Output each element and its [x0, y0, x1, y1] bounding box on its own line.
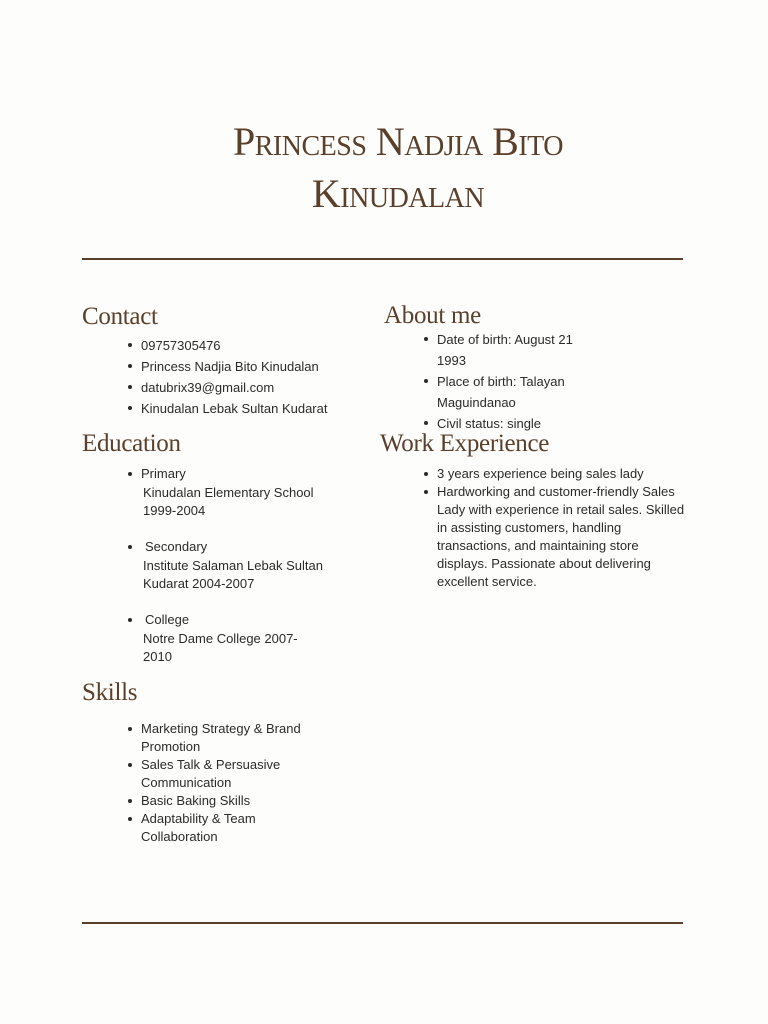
contact-phone: 09757305476 [141, 335, 351, 356]
skill-sales-talk: Sales Talk & Persuasive Communication [141, 756, 326, 792]
contact-address: Kinudalan Lebak Sultan Kudarat [141, 398, 351, 419]
education-heading: Education [82, 430, 181, 457]
top-divider [82, 258, 683, 260]
skills-list [141, 720, 326, 846]
skill-adaptability: Adaptability & Team Collaboration [141, 810, 326, 846]
education-item-college [143, 611, 343, 667]
contact-heading: Contact [82, 303, 158, 330]
work-item-experience: 3 years experience being sales lady [437, 465, 687, 483]
about-heading: About me [384, 302, 481, 329]
work-item-summary: Hardworking and customer-friendly Sales Lady with experience in retail sales. Skilled in assisting customers, handling transactions, and maintaining store displays. Passionate about delivering excellent service. [437, 483, 687, 591]
about-list [437, 329, 597, 434]
skill-marketing: Marketing Strategy & Brand Promotion [141, 720, 326, 756]
education-level: Primary [141, 466, 186, 481]
contact-full-name: Princess Nadjia Bito Kinudalan [141, 356, 351, 377]
skills-heading: Skills [82, 679, 138, 706]
education-item-primary [141, 465, 341, 521]
education-level: College [145, 612, 190, 627]
about-birth-place: Place of birth: Talayan Maguindanao [437, 371, 597, 413]
about-civil-status: Civil status: single [437, 413, 597, 434]
bullet [128, 472, 132, 476]
resume-name-line2: Kinudalan [311, 171, 485, 216]
education-detail: Kinudalan Elementary School 1999-2004 [143, 484, 314, 518]
contact-list [141, 335, 351, 419]
skill-baking: Basic Baking Skills [141, 792, 326, 810]
education-item-secondary [143, 538, 343, 594]
resume-name-line1: Princess Nadjia Bito [233, 119, 563, 164]
education-detail: Notre Dame College 2007-2010 [143, 630, 298, 664]
bullet [128, 618, 132, 622]
contact-email: datubrix39@gmail.com [141, 377, 351, 398]
work-heading: Work Experience [380, 430, 550, 457]
bullet [128, 545, 132, 549]
bottom-divider [82, 922, 683, 924]
work-list [437, 465, 687, 591]
resume-name [0, 116, 768, 220]
education-detail: Institute Salaman Lebak Sultan Kudarat 2004-2007 [143, 557, 323, 591]
education-level: Secondary [145, 539, 208, 554]
about-birth-date: Date of birth: August 21 1993 [437, 329, 597, 371]
